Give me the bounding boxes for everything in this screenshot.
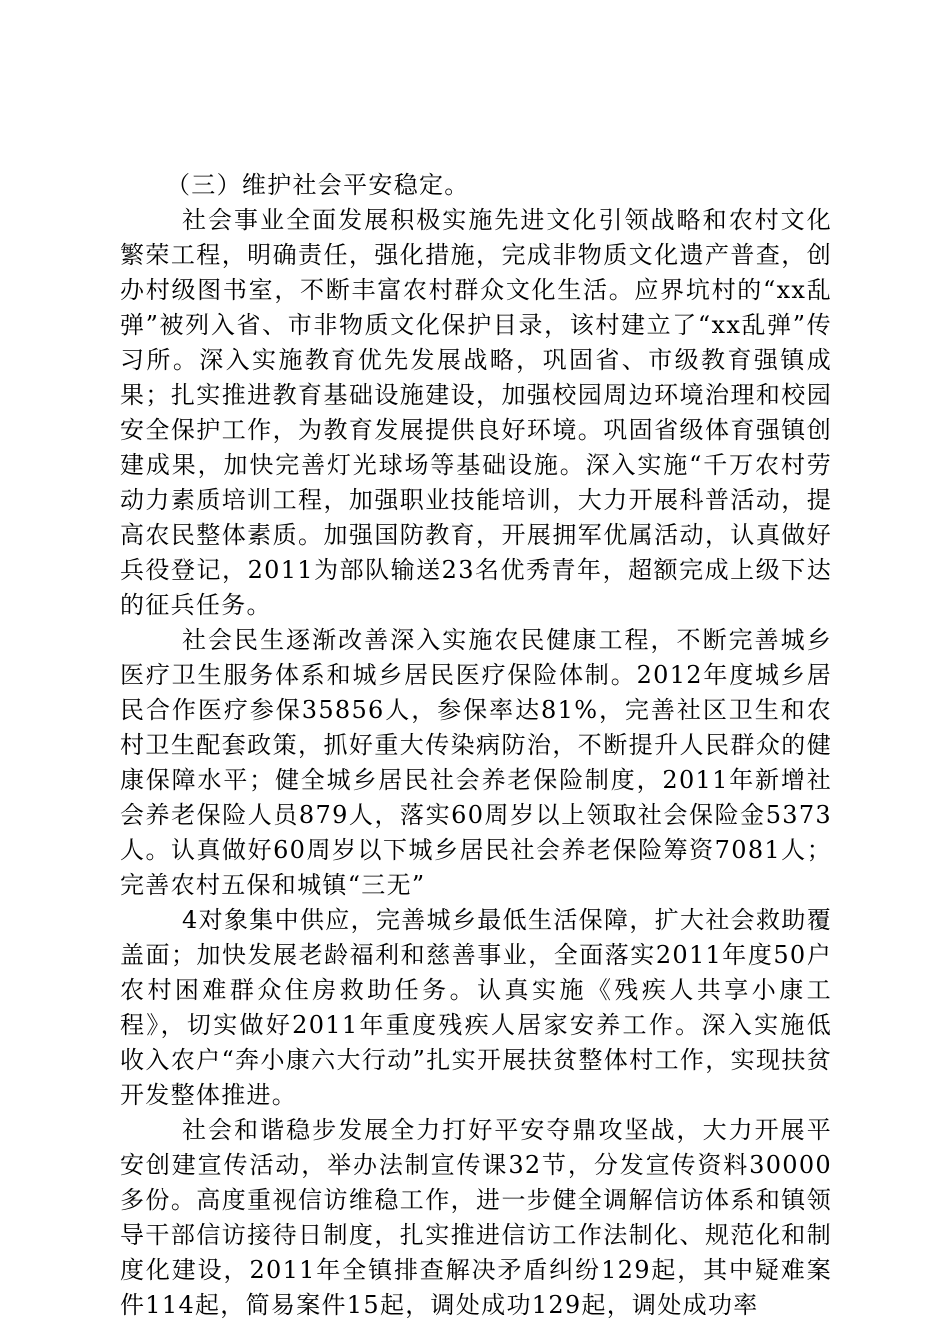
section-heading: （三）维护社会平安稳定。 bbox=[166, 171, 470, 199]
paragraph-harmony-stability: 社会和谐稳步发展全力打好平安夺鼎攻坚战，大力开展平安创建宣传活动，举办法制宣传课32节，分发宣传资料30000多份。高度重视信访维稳工作，进一步健全调解信访体系和镇领导干部信访接待日制度，扎实推进信访工作法制化、规范化和制度化建设，2011年全镇排查解决矛盾纠纷129起，其中疑难案件114起，简易案件15起，调处成功129起，调处成功率 bbox=[120, 1116, 832, 1319]
paragraph-social-undertakings: 社会事业全面发展积极实施先进文化引领战略和农村文化繁荣工程，明确责任，强化措施，完成非物质文化遗产普查，创办村级图书室，不断丰富农村群众文化生活。应界坑村的“xx乱弹”被列入省、市非物质文化保护目录，该村建立了“xx乱弹”传习所。深入实施教育优先发展战略，巩固省、市级教育强镇成果；扎实推进教育基础设施建设，加强校园周边环境治理和校园安全保护工作，为教育发展提供良好环境。巩固省级体育强镇创建成果，加快完善灯光球场等基础设施。深入实施“千万农村劳动力素质培训工程，加强职业技能培训，大力开展科普活动，提高农民整体素质。加强国防教育，开展拥军优属活动，认真做好兵役登记，2011为部队输送23名优秀青年，超额完成上级下达的征兵任务。 bbox=[120, 206, 832, 619]
paragraph-livelihood: 社会民生逐渐改善深入实施农民健康工程，不断完善城乡医疗卫生服务体系和城乡居民医疗保险体制。2012年度城乡居民合作医疗参保35856人，参保率达81%，完善社区卫生和农村卫生配套政策，抓好重大传染病防治，不断提升人民群众的健康保障水平；健全城乡居民社会养老保险制度，2011年新增社会养老保险人员879人，落实60周岁以上领取社会保险金5373人。认真做好60周岁以下城乡居民社会养老保险筹资7081人；完善农村五保和城镇“三无” bbox=[120, 626, 832, 899]
document-body bbox=[120, 168, 832, 1323]
paragraph-social-assistance: 4对象集中供应，完善城乡最低生活保障，扩大社会救助覆盖面；加快发展老龄福利和慈善事业，全面落实2011年度50户农村困难群众住房救助任务。认真实施《残疾人共享小康工程》，切实做好2011年重度残疾人居家安养工作。深入实施低收入农户“奔小康六大行动”扎实开展扶贫整体村工作，实现扶贫开发整体推进。 bbox=[120, 906, 832, 1109]
